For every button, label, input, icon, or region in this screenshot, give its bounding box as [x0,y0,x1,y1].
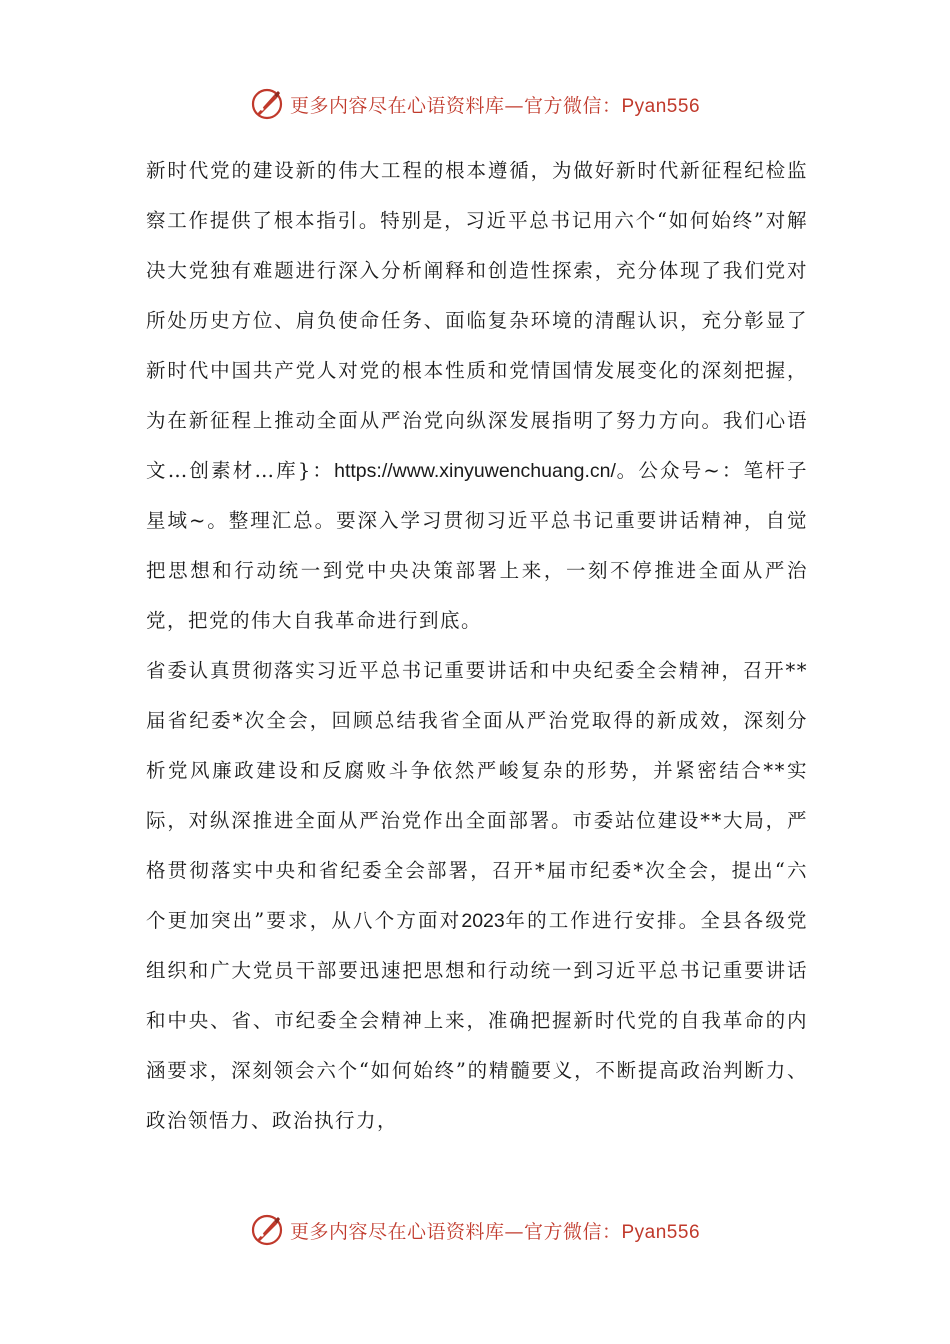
footer-contact-id: Pyan556 [621,1221,701,1243]
paragraph-1-text-a: 新时代党的建设新的伟大工程的根本遵循，为做好新时代新征程纪检监察工作提供了根本指引。特别是，习近平总书记用六个“如何始终”对解决大党独有难题进行深入分析阐释和创造性探索，充分体现了我们党对所处历史方位、肩负使命任务、面临复杂环境的清醒认识，充分彰显了新时代中国共产党人对党的根本性质和党情国情发展变化的深刻把握，为在新征程上推动全面从严治党向纵深发展指明了努力方向。我们心语文…创素材…库}： [146,159,808,482]
website-url[interactable]: https://www.xinyuwenchuang.cn/ [334,460,616,482]
header-contact-id: Pyan556 [621,95,701,117]
header-banner [0,84,950,124]
paragraph-2 [146,646,808,1146]
footer-banner [0,1210,950,1250]
paragraph-2-text-b: 年的工作进行安排。全县各级党组织和广大党员干部要迅速把思想和行动统一到习近平总书记重要讲话和中央、省、市纪委全会精神上来，准确把握新时代党的自我革命的内涵要求，深刻领会六个“如何始终”的精髓要义，不断提高政治判断力、政治领悟力、政治执行力， [146,909,808,1132]
year-value: 2023 [461,910,505,932]
paragraph-1 [146,146,808,646]
header-contact-label: 官方微信： [523,94,622,117]
footer-brand: 更多内容尽在心语资料库 [289,1220,505,1243]
header-separator: — [504,94,524,117]
footer-separator: — [504,1220,524,1243]
header-text [290,91,700,118]
footer-contact-label: 官方微信： [523,1220,622,1243]
document-body [146,146,808,1146]
paragraph-2-text-a: 省委认真贯彻落实习近平总书记重要讲话和中央纪委全会精神，召开**届省纪委*次全会，回顾总结我省全面从严治党取得的新成效，深刻分析党风廉政建设和反腐败斗争依然严峻复杂的形势，并紧密结合**实际，对纵深推进全面从严治党作出全面部署。市委站位建设**大局，严格贯彻落实中央和省纪委全会部署，召开*届市纪委*次全会，提出“六个更加突出”要求，从八个方面对 [146,659,808,932]
pen-nib-logo-icon [250,1213,284,1247]
header-brand: 更多内容尽在心语资料库 [289,94,505,117]
footer-text [290,1217,700,1244]
paragraph-1-text-b: 。公众号~：笔杆子星域~。整理汇总。要深入学习贯彻习近平总书记重要讲话精神，自觉把思想和行动统一到党中央决策部署上来，一刻不停推进全面从严治党，把党的伟大自我革命进行到底。 [146,459,808,632]
pen-nib-logo-icon [250,87,284,121]
